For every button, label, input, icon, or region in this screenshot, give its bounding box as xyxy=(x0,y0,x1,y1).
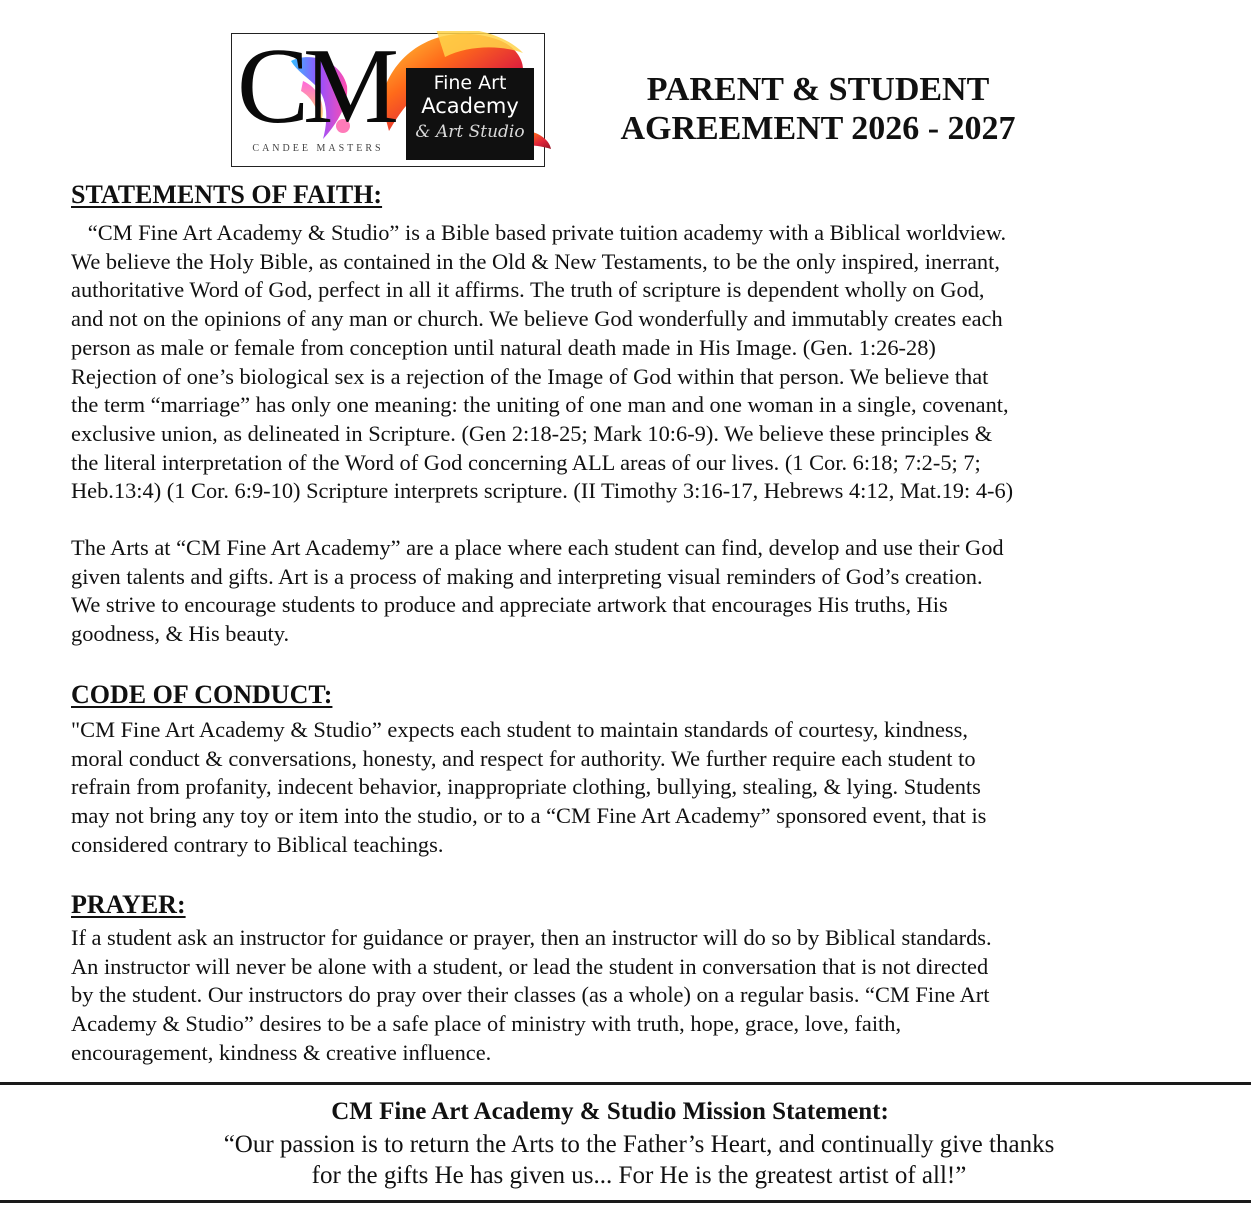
text-line: Heb.13:4) (1 Cor. 6:9-10) Scripture interprets scripture. (II Timothy 3:16-17, Hebrews 4:12, Mat.19: 4-6) xyxy=(71,478,1014,504)
logo-letters: CM xyxy=(237,27,394,146)
faith-paragraph-1 xyxy=(71,219,1211,506)
text-line: If a student ask an instructor for guidance or prayer, then an instructor will do so by Biblical standards. xyxy=(71,925,992,950)
text-line: encouragement, kindness & creative influence. xyxy=(71,1039,492,1065)
logo-line-fine-art: Fine Art xyxy=(433,72,507,94)
text-line: given talents and gifts. Art is a process of making and interpreting visual reminders of God’s creation. xyxy=(71,563,983,589)
text-line: exclusive union, as delineated in Scripture. (Gen 2:18-25; Mark 10:6-9). We believe these principles & xyxy=(71,420,993,446)
text-line: the term “marriage” has only one meaning: the uniting of one man and one woman in a single, covenant, xyxy=(71,392,1009,418)
logo-line-academy: Academy xyxy=(421,94,519,118)
text-line: authoritative Word of God, perfect in all it affirms. The truth of scripture is dependent wholly on God, xyxy=(71,277,985,303)
mission-line: for the gifts He has given us... For He is the greatest artist of all!” xyxy=(311,1162,967,1189)
mission-line: “Our passion is to return the Arts to the Father’s Heart, and continually give thanks xyxy=(223,1131,1055,1158)
mission-statement xyxy=(0,1129,1251,1191)
logo-black-badge xyxy=(406,68,534,160)
conduct-heading: CODE OF CONDUCT: xyxy=(71,680,333,709)
title-line-2: AGREEMENT 2026 - 2027 xyxy=(620,110,1016,147)
faith-paragraph-2 xyxy=(71,534,1211,649)
text-line: moral conduct & conversations, honesty, and respect for authority. We further require each student to xyxy=(71,745,976,771)
text-line: An instructor will never be alone with a student, or lead the student in conversation that is not directed xyxy=(71,953,989,979)
text-line: the literal interpretation of the Word of God concerning ALL areas of our lives. (1 Cor. 6:18; 7:2-5; 7; xyxy=(71,449,981,475)
faith-heading: STATEMENTS OF FAITH: xyxy=(71,180,383,209)
mission-bottom-rule xyxy=(0,1200,1251,1203)
logo-brand-name: CANDEE MASTERS xyxy=(252,143,384,154)
academy-logo xyxy=(231,27,553,167)
text-line: We strive to encourage students to produce and appreciate artwork that encourages His truths, His xyxy=(71,592,948,618)
text-line: refrain from profanity, indecent behavior, inappropriate clothing, bullying, stealing, & lying. Students xyxy=(71,774,981,800)
text-line: The Arts at “CM Fine Art Academy” are a place where each student can find, develop and use their God xyxy=(71,535,1004,560)
text-line: and not on the opinions of any man or church. We believe God wonderfully and immutably creates each xyxy=(71,306,1003,332)
text-line: "CM Fine Art Academy & Studio” expects each student to maintain standards of courtesy, kindness, xyxy=(71,717,968,742)
prayer-heading: PRAYER: xyxy=(71,890,186,919)
text-line: by the student. Our instructors do pray over their classes (as a whole) on a regular basis. “CM Fine Art xyxy=(71,982,990,1008)
text-line: may not bring any toy or item into the studio, or to a “CM Fine Art Academy” sponsored event, that is xyxy=(71,803,987,829)
mission-top-rule xyxy=(0,1082,1251,1085)
text-line: Academy & Studio” desires to be a safe place of ministry with truth, hope, grace, love, faith, xyxy=(71,1011,902,1037)
text-line: goodness, & His beauty. xyxy=(71,621,290,647)
text-line: “CM Fine Art Academy & Studio” is a Bible based private tuition academy with a Biblical worldview. xyxy=(71,220,1007,245)
page-title xyxy=(588,70,1048,148)
text-line: Rejection of one’s biological sex is a rejection of the Image of God within that person. We believe that xyxy=(71,363,989,389)
mission-title: CM Fine Art Academy & Studio Mission Statement: xyxy=(331,1098,889,1125)
prayer-paragraph xyxy=(71,924,1211,1068)
text-line: considered contrary to Biblical teachings. xyxy=(71,831,444,857)
conduct-paragraph xyxy=(71,716,1211,860)
title-line-1: PARENT & STUDENT xyxy=(646,71,990,108)
text-line: We believe the Holy Bible, as contained in the Old & New Testaments, to be the only inspired, inerrant, xyxy=(71,248,1000,274)
text-line: person as male or female from conception until natural death made in His Image. (Gen. 1:26-28) xyxy=(71,334,936,360)
logo-line-studio: & Art Studio xyxy=(415,122,525,142)
